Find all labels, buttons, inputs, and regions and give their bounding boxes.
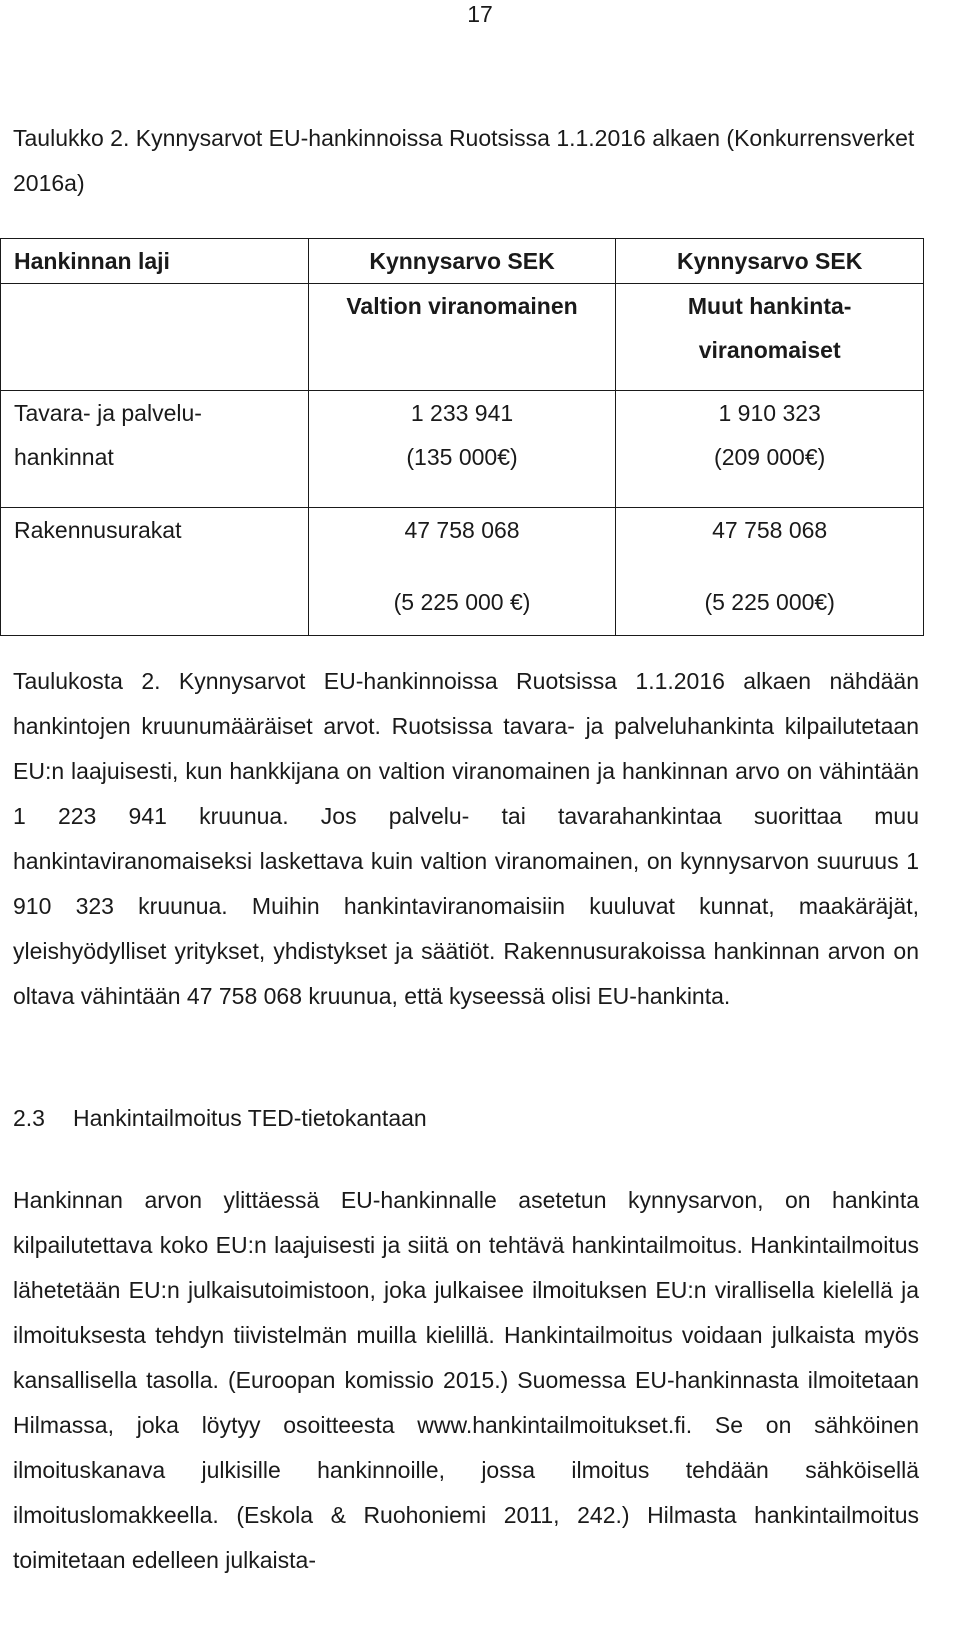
body-paragraph-2: Hankinnan arvon ylittäessä EU-hankinnalle asetetun kynnysarvon, on hankinta kilpailutettava koko EU:n laajuisesti ja siitä on tehtävä hankintailmoitus. Hankintailmoitus lähetetään EU:n julkaisutoimistoon, joka julkaisee ilmoituksen EU:n virallisella kielellä ja ilmoituksesta tehdyn tiivistelmän muilla kielillä. Hankintailmoitus voidaan julkaista myös kansallisella tasolla. (Euroopan komissio 2015.) Suomessa EU-hankinnasta ilmoitetaan Hilmassa, joka löytyy osoitteesta www.hankintailmoitukset.fi. Se on sähköinen ilmoituskanava julkisille hankinnoille, jossa ilmoitus tehdään sähköisellä ilmoituslomakkeella. (Eskola & Ruohoniemi 2011, 242.) Hilmasta hankintailmoitus toimitetaan edelleen julkaista- — [13, 1187, 919, 1573]
value-sek: 1 233 941 — [410, 400, 514, 426]
row-label-works — [1, 508, 309, 636]
section-title: Hankintailmoitus TED-tietokantaan — [73, 1105, 427, 1131]
table-caption: Taulukko 2. Kynnysarvot EU-hankinnoissa Ruotsissa 1.1.2016 alkaen (Konkurrensverket 2016a) — [13, 125, 915, 196]
subheader-other-line2: viranomaiset — [698, 337, 841, 363]
value-sek: 1 910 323 — [718, 400, 821, 426]
value-eur: (209 000€) — [714, 444, 826, 470]
value-spacer — [309, 552, 616, 580]
value-eur: (5 225 000€) — [704, 589, 835, 615]
value-sek: 47 758 068 — [712, 517, 828, 543]
section-number: 2.3 — [13, 1105, 45, 1131]
row-label-goods-services — [1, 391, 309, 508]
subheader-empty — [1, 284, 309, 391]
cell-goods-other — [616, 391, 924, 508]
cell-works-state — [308, 508, 616, 636]
cell-works-other — [616, 508, 924, 636]
header-threshold-state: Kynnysarvo SEK — [308, 239, 616, 284]
table-row — [1, 391, 924, 508]
row-label-line2: hankinnat — [14, 444, 114, 470]
table-row — [1, 508, 924, 636]
section-heading — [13, 1096, 427, 1141]
value-eur: (5 225 000 €) — [393, 589, 531, 615]
subheader-state-label: Valtion viranomainen — [346, 293, 578, 319]
header-threshold-other: Kynnysarvo SEK — [616, 239, 924, 284]
value-eur: (135 000€) — [406, 444, 518, 470]
body-paragraph-1: Taulukosta 2. Kynnysarvot EU-hankinnoissa Ruotsissa 1.1.2016 alkaen nähdään hankintojen kruunumääräiset arvot. Ruotsissa tavara- ja palveluhankinta kilpailutetaan EU:n laajuisesti, kun hankkijana on valtion viranomainen ja hankinnan arvo on vähintään 1 223 941 kruunua. Jos palvelu- tai tavarahankintaa suorittaa muu hankintaviranomaiseksi laskettava kuin valtion viranomainen, on kynnysarvon suuruus 1 910 323 kruunua. Muihin hankintaviranomaisiin kuuluvat kunnat, maakäräjät, yleishyödylliset yritykset, yhdistykset ja säätiöt. Rakennusurakoissa hankinnan arvon on oltava vähintään 47 758 068 kruunua, että kyseessä olisi EU-hankinta. — [13, 668, 919, 1009]
page-number: 17 — [467, 1, 493, 27]
row-label-line1: Tavara- ja palvelu- — [14, 400, 202, 426]
value-spacer — [616, 552, 923, 580]
cell-goods-state — [308, 391, 616, 508]
row-label-line1: Rakennusurakat — [14, 517, 182, 543]
threshold-table — [0, 238, 924, 636]
subheader-state-authority — [308, 284, 616, 391]
value-sek: 47 758 068 — [404, 517, 520, 543]
subheader-other-line1: Muut hankinta- — [687, 293, 852, 319]
subheader-other-authorities — [616, 284, 924, 391]
header-procurement-type: Hankinnan laji — [1, 239, 309, 284]
table-subheader-row — [1, 284, 924, 391]
table-header-row — [1, 239, 924, 284]
